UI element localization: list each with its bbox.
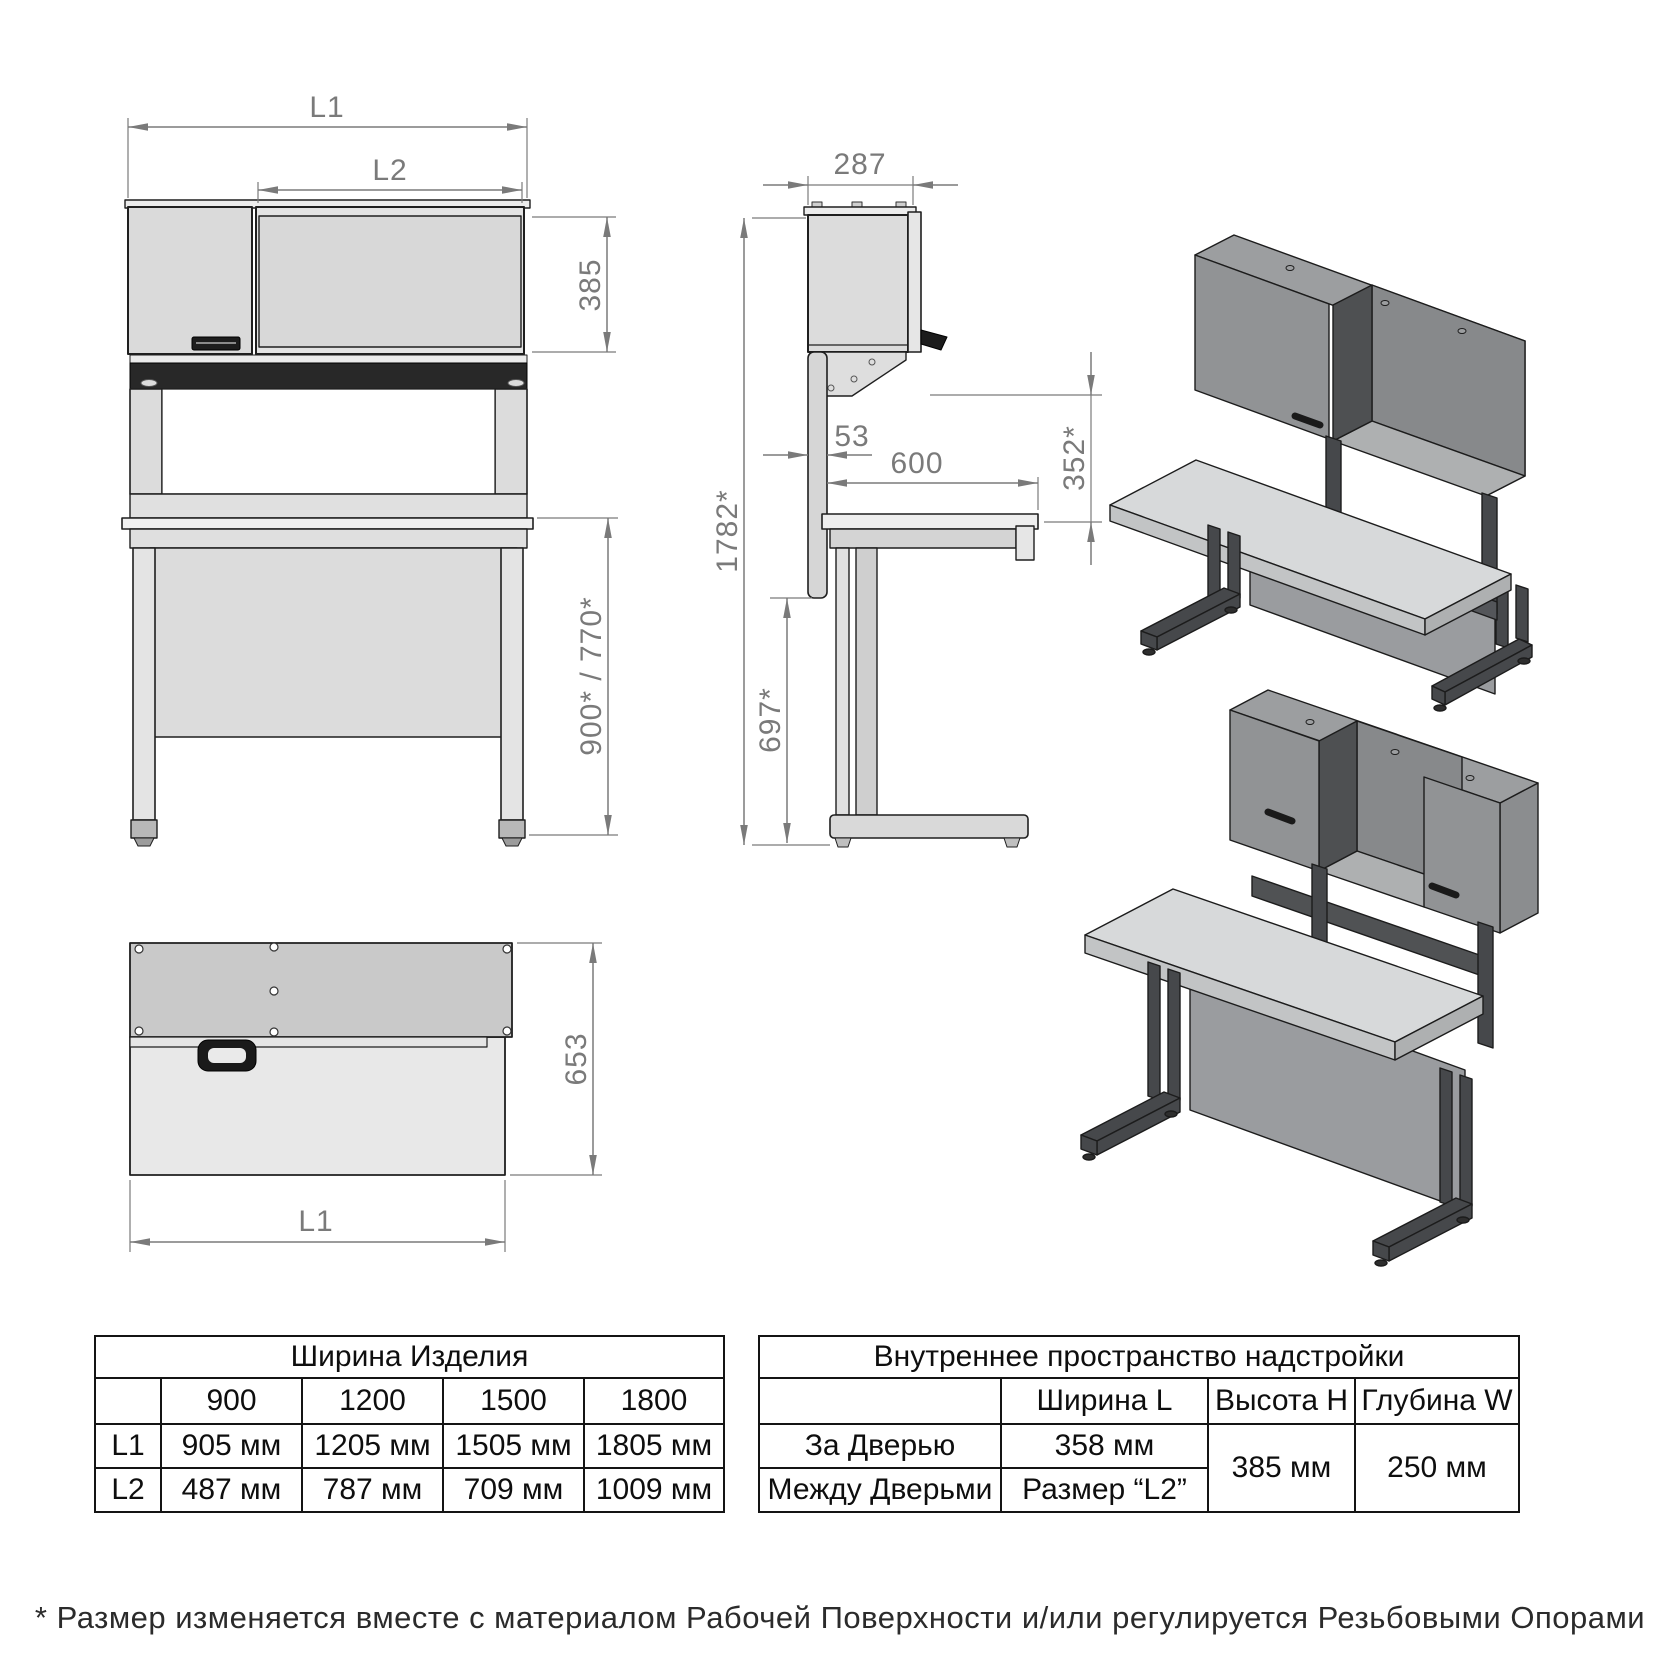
iso-view-upper	[1110, 235, 1532, 711]
pw-l1-900: 905 мм	[161, 1424, 302, 1468]
side-dim-287-label: 287	[833, 148, 887, 181]
side-hutch-body	[808, 215, 908, 352]
pw-header-900: 900	[161, 1378, 302, 1424]
side-dim-53-label: 53	[834, 420, 870, 453]
side-post	[808, 352, 827, 598]
is-header-depth: Глубина W	[1355, 1378, 1519, 1424]
table-row	[759, 1424, 1519, 1468]
pw-l2-1200: 787 мм	[302, 1468, 443, 1512]
side-door-edge	[908, 212, 921, 352]
side-dim-1782-label: 1782*	[711, 489, 744, 573]
front-back-panel	[150, 548, 517, 737]
side-worktop	[822, 514, 1038, 529]
pw-header-1200: 1200	[302, 1378, 443, 1424]
pw-l1-1500: 1505 мм	[443, 1424, 584, 1468]
side-foot	[830, 815, 1028, 838]
is-header-blank	[759, 1378, 1001, 1424]
top-dim-653-label: 653	[560, 1032, 593, 1086]
side-dim-600-label: 600	[890, 447, 944, 480]
top-worktop	[130, 1037, 505, 1175]
is-height-value: 385 мм	[1208, 1424, 1355, 1512]
iso-view-lower	[1081, 690, 1538, 1266]
front-dim-385-label: 385	[574, 258, 607, 312]
front-dim-900-770-label: 900* / 770*	[575, 596, 608, 756]
is-behind-door-width: 358 мм	[1001, 1424, 1208, 1468]
iso2-left-leg	[1081, 962, 1180, 1160]
pw-l2-1800: 1009 мм	[584, 1468, 724, 1512]
is-header-width: Ширина L	[1001, 1378, 1208, 1424]
is-between-doors-label: Между Дверьми	[759, 1468, 1001, 1512]
iso1-hutch	[1195, 235, 1525, 496]
table-row	[95, 1468, 724, 1512]
pw-l1-1800: 1805 мм	[584, 1424, 724, 1468]
pw-header-blank	[95, 1378, 161, 1424]
side-dim-697-label: 697*	[754, 687, 787, 753]
is-between-doors-width: Размер “L2”	[1001, 1468, 1208, 1512]
footnote: * Размер изменяется вместе с материалом Рабочей Поверхности и/или регулируется Резьбовыми Опорами	[34, 1600, 1646, 1635]
pw-l2-label: L2	[95, 1468, 161, 1512]
table-row	[95, 1424, 724, 1468]
iso2-right-door	[1424, 777, 1500, 933]
product-width-table	[94, 1335, 725, 1513]
pw-l2-900: 487 мм	[161, 1468, 302, 1512]
front-dark-rail	[130, 363, 527, 389]
pw-header-1800: 1800	[584, 1378, 724, 1424]
pw-header-1500: 1500	[443, 1378, 584, 1424]
side-view	[711, 148, 1102, 847]
top-view	[130, 943, 602, 1252]
top-hutch-panel	[130, 943, 512, 1037]
is-depth-value: 250 мм	[1355, 1424, 1519, 1512]
front-worktop	[122, 518, 533, 529]
front-right-door	[259, 216, 521, 347]
inner-space-table	[758, 1335, 1520, 1513]
front-view	[122, 91, 618, 846]
top-dim-l1-label: L1	[298, 1205, 334, 1238]
front-dim-l2-label: L2	[372, 154, 408, 187]
pw-l1-1200: 1205 мм	[302, 1424, 443, 1468]
side-dim-352-label: 352*	[1058, 425, 1091, 491]
pw-l2-1500: 709 мм	[443, 1468, 584, 1512]
is-behind-door-label: За Дверью	[759, 1424, 1001, 1468]
is-header-height: Высота H	[1208, 1378, 1355, 1424]
front-dim-l1-label: L1	[309, 91, 345, 124]
product-width-table-title: Ширина Изделия	[95, 1336, 724, 1378]
side-door-handle	[921, 330, 947, 350]
pw-l1-label: L1	[95, 1424, 161, 1468]
inner-space-table-title: Внутреннее пространство надстройки	[759, 1336, 1519, 1378]
